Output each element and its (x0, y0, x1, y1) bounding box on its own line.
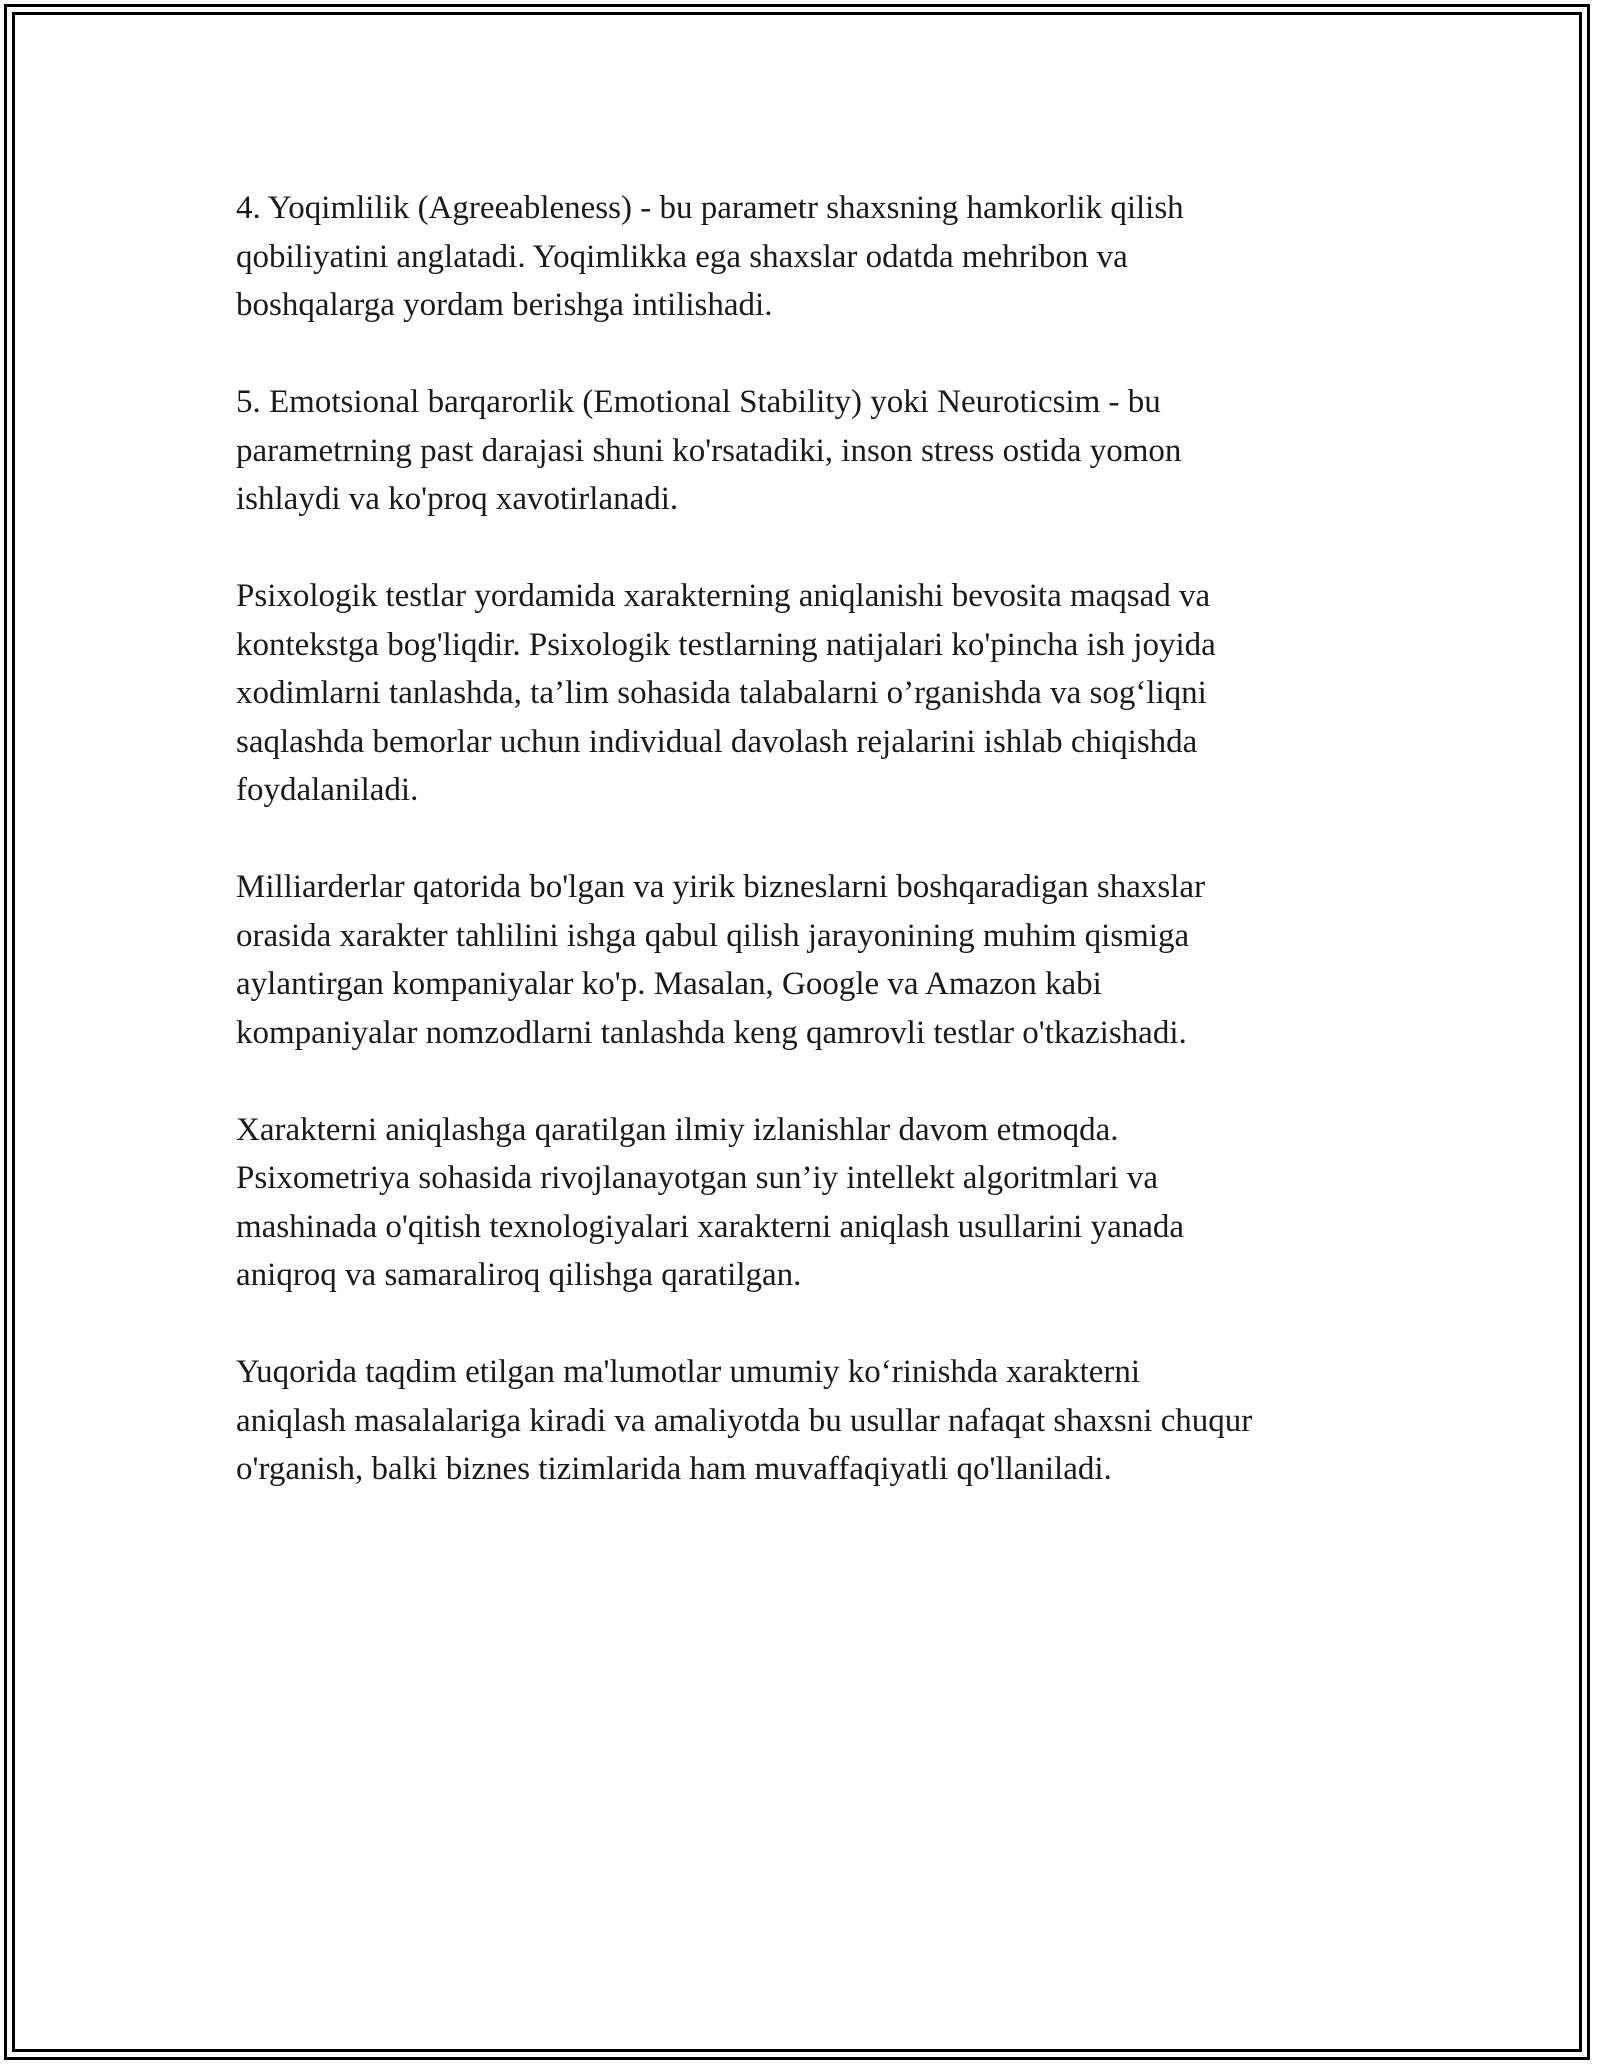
paragraph-emotional-stability: 5. Emotsional barqarorlik (Emotional Stability) yoki Neuroticsim - bu parametrning past darajasi shuni ko'rsatadiki, inson stress ostida yomon ishlaydi va ko'proq xavotirlanadi. (236, 384, 1182, 517)
document-body (236, 184, 1386, 1542)
paragraph-conclusion: Yuqorida taqdim etilgan ma'lumotlar umumiy ko‘rinishda xarakterni aniqlash masalalariga kiradi va amaliyotda bu usullar nafaqat shaxsni chuqur o'rganish, balki biznes tizimlarida ham muvaffaqiyatli qo'llaniladi. (236, 1354, 1253, 1487)
paragraph-agreeableness: 4. Yoqimlilik (Agreeableness) - bu parametr shaxsning hamkorlik qilish qobiliyatini anglatadi. Yoqimlikka ega shaxslar odatda mehribon va boshqalarga yordam berishga intilishadi. (236, 190, 1184, 323)
paragraph-psychological-tests: Psixologik testlar yordamida xarakterning aniqlanishi bevosita maqsad va kontekstga bog'liqdir. Psixologik testlarning natijalari ko'pincha ish joyida xodimlarni tanlashda, ta’lim sohasida talabalarni o’rganishda va sog‘liqni saqlashda bemorlar uchun individual davolash rejalarini ishlab chiqishda foydalaniladi. (236, 578, 1216, 808)
paragraph-scientific-research: Xarakterni aniqlashga qaratilgan ilmiy izlanishlar davom etmoqda. Psixometriya sohasida rivojlanayotgan sun’iy intellekt algoritmlari va mashinada o'qitish texnologiyalari xarakterni aniqlash usullarini yanada aniqroq va samaraliroq qilishga qaratilgan. (236, 1111, 1185, 1293)
paragraph-billionaires-companies: Milliarderlar qatorida bo'lgan va yirik bizneslarni boshqaradigan shaxslar orasida xarakter tahlilini ishga qabul qilish jarayonining muhim qismiga aylantirgan kompaniyalar ko'p. Masalan, Google va Amazon kabi kompaniyalar nomzodlarni tanlashda keng qamrovli testlar o'tkazishadi. (236, 869, 1206, 1051)
